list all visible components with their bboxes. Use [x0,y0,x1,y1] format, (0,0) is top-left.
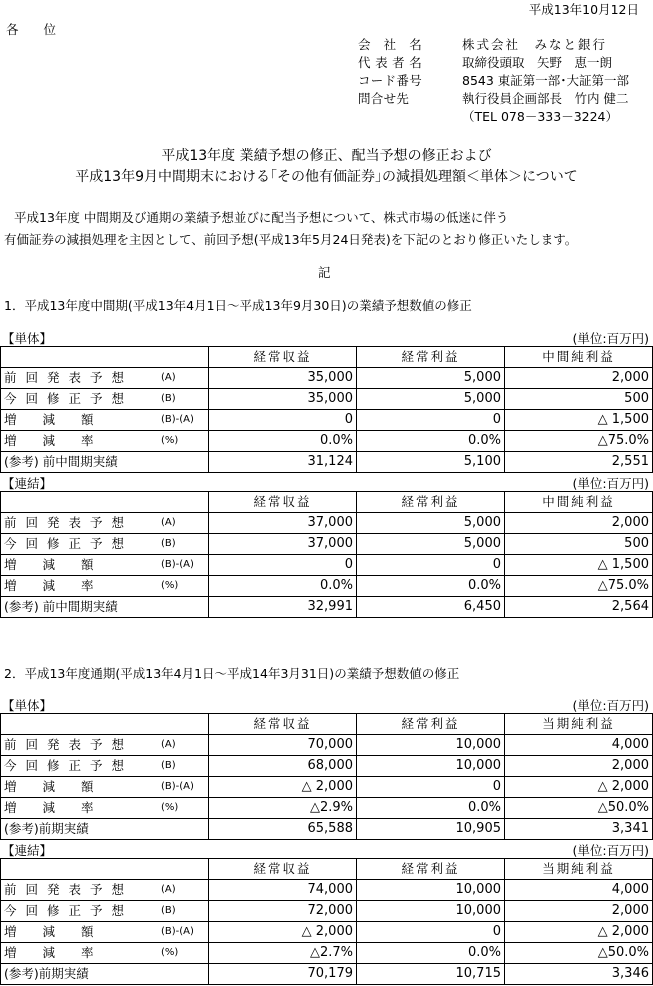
row-code: (B) [161,393,176,404]
row-label-cell [1,513,209,534]
row-code: (%) [161,580,179,591]
value-cell: 5,100 [357,452,505,473]
row-label: 増減率 [4,800,120,815]
value-cell: 2,000 [505,368,653,389]
row-code: (%) [161,802,179,813]
row-code: (B) [161,538,176,549]
row-code: (B)-(A) [161,926,194,937]
code-label: コード番号 [358,73,423,88]
row-label-cell [1,964,209,985]
row-label-cell [1,777,209,798]
value-cell: 2,000 [505,756,653,777]
table-row [1,964,653,985]
row-label: 増減額 [4,924,120,939]
header-corner-cell [1,347,209,368]
table-row [1,410,653,431]
value-cell: △75.0% [505,431,653,452]
value-cell: △75.0% [505,576,653,597]
row-label-cell [1,555,209,576]
row-code: (B)-(A) [161,414,194,425]
value-cell: 10,000 [357,880,505,901]
company-info-row [358,36,629,54]
row-code: (%) [161,435,179,446]
table-row [1,798,653,819]
table-header-row [1,714,653,735]
value-cell: 4,000 [505,880,653,901]
row-code: (B) [161,905,176,916]
section2-heading: 2．平成13年度通期(平成13年4月1日～平成14年3月31日)の業績予想数値の修正 [4,666,460,681]
value-cell: △2.7% [209,943,357,964]
value-cell: 0 [209,410,357,431]
table-row [1,819,653,840]
addressee: 各 位 [6,22,57,37]
value-cell: 0.0% [209,576,357,597]
column-header: 経常収益 [209,347,357,368]
row-code: (B) [161,760,176,771]
s2-t2-label: 【連結】 [2,843,53,858]
header-corner-cell [1,859,209,880]
s2-consolidated-table [0,858,653,985]
column-header: 経常利益 [357,492,505,513]
s2-t2-unit: (単位:百万円) [572,843,649,858]
value-cell: 72,000 [209,901,357,922]
value-cell: 4,000 [505,735,653,756]
row-label-cell [1,410,209,431]
row-label: (参考) 前中間期実績 [4,599,118,614]
contact-value: 執行役員企画部長 竹内 健二 [462,91,629,106]
s1-t2-unit: (単位:百万円) [572,476,649,491]
value-cell: 500 [505,534,653,555]
value-cell: 10,715 [357,964,505,985]
value-cell: △50.0% [505,798,653,819]
company-name-label: 会 社 名 [358,37,423,52]
value-cell: 0 [357,410,505,431]
s1-t1-unit: (単位:百万円) [572,331,649,346]
row-label: 増減率 [4,945,120,960]
value-cell: 2,000 [505,901,653,922]
value-cell: 37,000 [209,513,357,534]
s1-t2-label: 【連結】 [2,476,53,491]
value-cell: 0.0% [209,431,357,452]
table-row [1,555,653,576]
value-cell: 70,000 [209,735,357,756]
row-code: (A) [161,884,176,895]
row-label-cell [1,368,209,389]
value-cell: 5,000 [357,513,505,534]
document-date: 平成13年10月12日 [528,2,639,17]
row-label-cell [1,534,209,555]
value-cell: 10,000 [357,901,505,922]
value-cell: 3,341 [505,819,653,840]
value-cell: 68,000 [209,756,357,777]
table-row [1,513,653,534]
table-row [1,880,653,901]
value-cell: 0 [357,922,505,943]
value-cell: 3,346 [505,964,653,985]
row-label: 前回発表予想 [4,737,134,752]
row-label: 前回発表予想 [4,882,134,897]
value-cell: △ 1,500 [505,555,653,576]
row-label: 増減率 [4,578,120,593]
value-cell: 35,000 [209,368,357,389]
section1-heading: 1．平成13年度中間期(平成13年4月1日～平成13年9月30日)の業績予想数値の修正 [4,298,472,313]
value-cell: 10,000 [357,735,505,756]
value-cell: 0 [357,777,505,798]
value-cell: 2,000 [505,513,653,534]
row-label: (参考)前期実績 [4,821,89,836]
row-code: (%) [161,947,179,958]
value-cell: △ 1,500 [505,410,653,431]
column-header: 経常利益 [357,714,505,735]
company-info-row [358,90,629,108]
tel-value: （TEL 078－333－3224） [462,109,618,124]
row-label-cell [1,901,209,922]
intro-line-1: 平成13年度 中間期及び通期の業績予想並びに配当予想について、株式市場の低迷に伴う [14,210,509,225]
intro-line-2: 有価証券の減損処理を主因として、前回予想(平成13年5月24日発表)を下記のとおり修正いたします。 [4,232,578,247]
row-label: 増減額 [4,557,120,572]
column-header: 経常収益 [209,859,357,880]
table-row [1,431,653,452]
row-code: (A) [161,517,176,528]
code-value: 8543 東証第一部･大証第一部 [462,73,630,88]
table-row [1,777,653,798]
value-cell: 6,450 [357,597,505,618]
table-header-row [1,492,653,513]
s2-t1-unit: (単位:百万円) [572,698,649,713]
value-cell: △ 2,000 [209,922,357,943]
value-cell: 0.0% [357,431,505,452]
value-cell: 5,000 [357,368,505,389]
row-label-cell [1,735,209,756]
row-label: 増減額 [4,779,120,794]
row-label: 今回修正予想 [4,536,134,551]
row-label-cell [1,880,209,901]
row-label-cell [1,756,209,777]
value-cell: 65,588 [209,819,357,840]
value-cell: 37,000 [209,534,357,555]
row-label: 今回修正予想 [4,903,134,918]
row-code: (A) [161,739,176,750]
row-label: 今回修正予想 [4,758,134,773]
table-row [1,943,653,964]
column-header: 経常収益 [209,714,357,735]
value-cell: 5,000 [357,389,505,410]
row-label-cell [1,798,209,819]
header-corner-cell [1,492,209,513]
row-label-cell [1,819,209,840]
table-row [1,452,653,473]
value-cell: △ 2,000 [505,777,653,798]
tel-label [358,108,462,126]
value-cell: △ 2,000 [505,922,653,943]
row-label-cell [1,576,209,597]
value-cell: 0.0% [357,798,505,819]
row-code: (B)-(A) [161,781,194,792]
company-info-row [358,54,629,72]
column-header: 経常収益 [209,492,357,513]
value-cell: 10,000 [357,756,505,777]
value-cell: 0 [209,555,357,576]
row-label-cell [1,389,209,410]
table-row [1,368,653,389]
column-header: 中間純利益 [505,492,653,513]
s1-standalone-table [0,346,653,473]
row-label: (参考) 前中間期実績 [4,454,118,469]
value-cell: 500 [505,389,653,410]
value-cell: 2,564 [505,597,653,618]
value-cell: △ 2,000 [209,777,357,798]
s1-consolidated-table [0,491,653,618]
row-label: 増減率 [4,433,120,448]
ki-mark: 記 [318,265,331,280]
row-code: (A) [161,372,176,383]
table-header-row [1,347,653,368]
s2-t1-label: 【単体】 [2,698,53,713]
value-cell: 32,991 [209,597,357,618]
value-cell: 0.0% [357,943,505,964]
value-cell: 70,179 [209,964,357,985]
column-header: 当期純利益 [505,859,653,880]
column-header: 経常利益 [357,347,505,368]
table-row [1,389,653,410]
table-row [1,735,653,756]
row-label: 前回発表予想 [4,370,134,385]
table-row [1,901,653,922]
table-row [1,922,653,943]
representative-value: 取締役頭取 矢野 恵一朗 [462,55,613,70]
value-cell: 2,551 [505,452,653,473]
row-label-cell [1,597,209,618]
representative-label: 代 表 者 名 [358,55,423,70]
row-label: 今回修正予想 [4,391,134,406]
row-label: 増減額 [4,412,120,427]
table-row [1,756,653,777]
row-label-cell [1,431,209,452]
company-info-row [358,108,629,126]
row-label-cell [1,943,209,964]
contact-label: 問合せ先 [358,91,410,106]
row-label-cell [1,452,209,473]
title-line-1: 平成13年度 業績予想の修正、配当予想の修正および [161,148,492,164]
header-corner-cell [1,714,209,735]
company-name-value: 株式会社 みなと銀行 [462,37,608,52]
row-label-cell [1,922,209,943]
s2-standalone-table [0,713,653,840]
title-line-2: 平成13年9月中間期末における｢その他有価証券｣の減損処理額＜単体＞について [75,169,578,185]
table-row [1,534,653,555]
column-header: 経常利益 [357,859,505,880]
column-header: 中間純利益 [505,347,653,368]
company-info-row [358,72,629,90]
table-row [1,576,653,597]
value-cell: 10,905 [357,819,505,840]
company-info [358,36,629,126]
row-label: 前回発表予想 [4,515,134,530]
value-cell: 5,000 [357,534,505,555]
value-cell: 0.0% [357,576,505,597]
value-cell: 74,000 [209,880,357,901]
value-cell: 0 [357,555,505,576]
row-label: (参考)前期実績 [4,966,89,981]
table-header-row [1,859,653,880]
row-code: (B)-(A) [161,559,194,570]
value-cell: △2.9% [209,798,357,819]
column-header: 当期純利益 [505,714,653,735]
table-row [1,597,653,618]
value-cell: 35,000 [209,389,357,410]
s1-t1-label: 【単体】 [2,331,53,346]
value-cell: 31,124 [209,452,357,473]
value-cell: △50.0% [505,943,653,964]
